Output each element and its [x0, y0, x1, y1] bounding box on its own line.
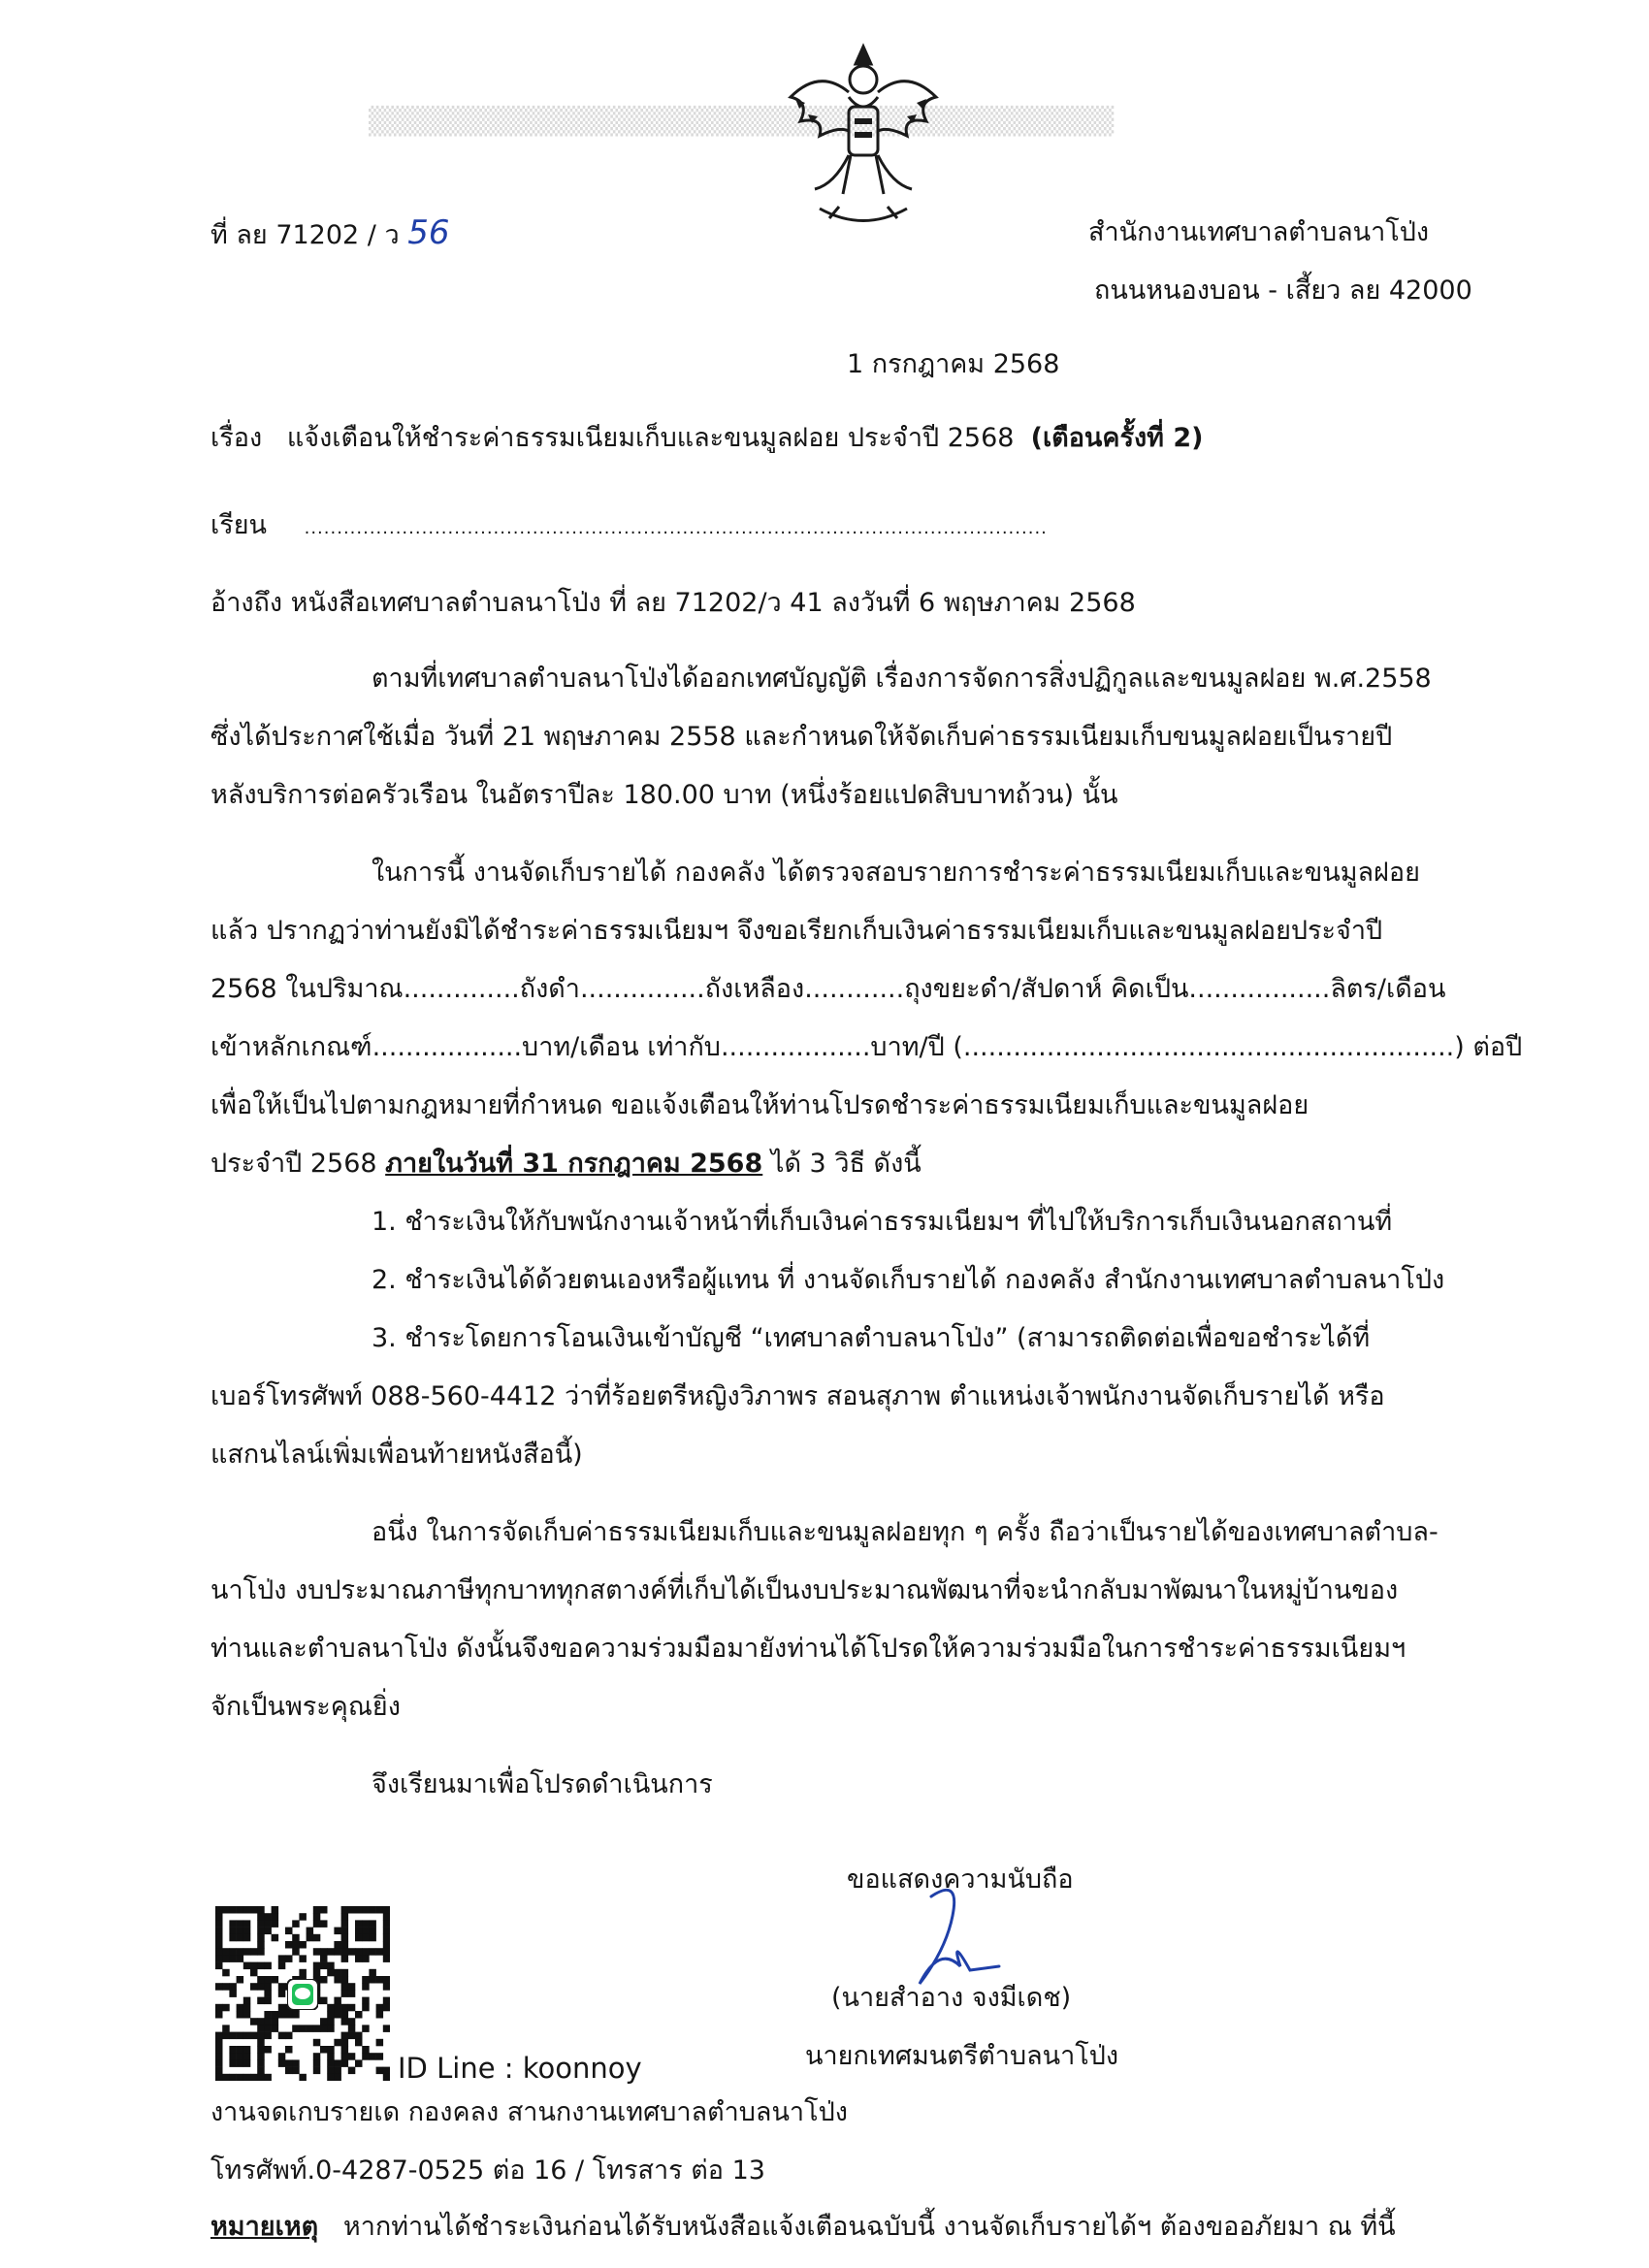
paragraph-2-line-6 — [210, 1145, 922, 1183]
payment-deadline: ภายในวันที่ 31 กรกฎาคม 2568 — [385, 1149, 763, 1179]
payment-method-3-line-2: เบอร์โทรศัพท์ 088-560-4412 ว่าที่ร้อยตรีหญิงวิภาพร สอนสุภาพ ตำแหน่งเจ้าพนักงานจัดเก็บรายได้ หรือ — [210, 1381, 1385, 1411]
paragraph-1-line-1: ตามที่เทศบาลตำบลนาโป่งได้ออกเทศบัญญัติ เรื่องการจัดการสิ่งปฏิกูลและขนมูลฝอย พ.ศ.2558 — [372, 664, 1432, 694]
paragraph-1-line-2: ซึ่งได้ประกาศใช้เมื่อ วันที่ 21 พฤษภาคม 2558 และกำหนดให้จัดเก็บค่าธรรมเนียมเก็บขนมูลฝอยเป็นรายปี — [210, 722, 1393, 752]
subject-text: แจ้งเตือนให้ชำระค่าธรรมเนียมเก็บและขนมูลฝอย ประจำปี 2568 — [286, 423, 1015, 453]
paragraph-2-line-3: 2568 ในปริมาณ..............ถังดำ...............ถังเหลือง............ถุงขยะดำ/สัปดาห์ คิดเป็น.................ลิตร/เดือน — [210, 974, 1446, 1004]
garuda-emblem-icon — [781, 39, 946, 233]
payment-method-3-line-1: 3. ชำระโดยการโอนเงินเข้าบัญชี “เทศบาลตำบลนาโป่ง” (สามารถติดต่อเพื่อขอชำระได้ที่ — [372, 1323, 1371, 1353]
line-id: ID Line : koonnoy — [398, 2052, 642, 2085]
subject-label: เรื่อง — [210, 423, 263, 453]
paragraph-2-line-1: ในการนี้ งานจัดเก็บรายได้ กองคลัง ได้ตรวจสอบรายการชำระค่าธรรมเนียมเก็บและขนมูลฝอย — [372, 858, 1420, 888]
paragraph-2-line-2: แล้ว ปรากฏว่าท่านยังมิได้ชำระค่าธรรมเนียมฯ จึงขอเรียกเก็บเงินค่าธรรมเนียมเก็บและขนมูลฝอยประจำปี — [210, 916, 1383, 946]
methods-intro: ได้ 3 วิธี ดังนี้ — [770, 1149, 922, 1179]
closing-request: จึงเรียนมาเพื่อโปรดดำเนินการ — [372, 1769, 713, 1799]
paragraph-3-line-2: นาโป่ง งบประมาณภาษีทุกบาททุกสตางค์ที่เก็บได้เป็นงบประมาณพัฒนาที่จะนำกลับมาพัฒนาในหมู่บ้านของ — [210, 1575, 1399, 1605]
subject-line — [210, 419, 1203, 458]
reference-number — [210, 213, 450, 255]
recipient-blank: .................................................................................................................. — [304, 518, 1048, 538]
payment-method-3-line-3: แสกนไลน์เพิ่มเพื่อนท้ายหนังสือนี้) — [210, 1440, 583, 1470]
paragraph-3-line-4: จักเป็นพระคุณยิ่ง — [210, 1692, 401, 1722]
note-label: หมายเหตุ — [210, 2212, 319, 2242]
payment-method-2: 2. ชำระเงินได้ด้วยตนเองหรือผู้แทน ที่ งานจัดเก็บรายได้ กองคลัง สำนักงานเทศบาลตำบลนาโป่ง — [372, 1265, 1445, 1295]
footer-department: งานจดเกบรายเด กองคลง สานกงานเทศบาลตำบลนาโป่ง — [210, 2097, 848, 2127]
reference-line: อ้างถึง หนังสือเทศบาลตำบลนาโป่ง ที่ ลย 71202/ว 41 ลงวันที่ 6 พฤษภาคม 2568 — [210, 588, 1136, 618]
subject-notice-count: (เตือนครั้งที่ 2) — [1030, 423, 1204, 453]
paragraph-2-line-4: เข้าหลักเกณฑ์..................บาท/เดือน เท่ากับ..................บาท/ปี (...........................................................) ต่อปี — [210, 1032, 1523, 1062]
paragraph-1-line-3: หลังบริการต่อครัวเรือน ในอัตราปีละ 180.00 บาท (หนึ่งร้อยแปดสิบบาทถ้วน) นั้น — [210, 780, 1118, 810]
office-address: ถนนหนองบอน - เสี้ยว ลย 42000 — [1094, 275, 1472, 306]
paragraph-2-line-5: เพื่อให้เป็นไปตามกฎหมายที่กำหนด ขอแจ้งเตือนให้ท่านโปรดชำระค่าธรรมเนียมเก็บและขนมูลฝอย — [210, 1090, 1310, 1120]
recipient-line — [210, 506, 1048, 548]
letter-date: 1 กรกฎาคม 2568 — [847, 349, 1060, 379]
paragraph-3-line-1: อนึ่ง ในการจัดเก็บค่าธรรมเนียมเก็บและขนมูลฝอยทุก ๆ ครั้ง ถือว่าเป็นรายได้ของเทศบาลตำบล- — [372, 1517, 1439, 1547]
closing-regards: ขอแสดงความนับถือ — [847, 1864, 1074, 1895]
fiscal-year-text: ประจำปี 2568 — [210, 1149, 377, 1179]
note-text: หากท่านได้ชำระเงินก่อนได้รับหนังสือแจ้งเตือนฉบับนี้ งานจัดเก็บรายได้ฯ ต้องขออภัยมา ณ ที่นี้ — [342, 2212, 1396, 2242]
office-name: สำนักงานเทศบาลตำบลนาโป่ง — [1088, 217, 1430, 247]
signer-name: (นายสำอาง จงมีเดช) — [831, 1983, 1072, 2013]
footer-phone: โทรศัพท์.0-4287-0525 ต่อ 16 / โทรสาร ต่อ 13 — [210, 2155, 765, 2186]
reference-prefix: ที่ ลย 71202 / ว — [210, 220, 400, 250]
show-through-text: ▒▒▒▒▒▒▒▒▒▒▒▒▒▒▒▒▒▒▒▒▒▒▒▒▒▒▒▒▒▒▒▒▒▒▒▒▒ — [369, 107, 1115, 137]
paragraph-3-line-3: ท่านและตำบลนาโป่ง ดังนั้นจึงขอความร่วมมือมายังท่านได้โปรดให้ความร่วมมือในการชำระค่าธรรมเนียมฯ — [210, 1634, 1406, 1664]
handwritten-number: 56 — [407, 213, 450, 252]
footer-note — [210, 2208, 1396, 2247]
line-logo-icon — [287, 1979, 318, 2010]
payment-method-1: 1. ชำระเงินให้กับพนักงานเจ้าหน้าที่เก็บเงินค่าธรรมเนียมฯ ที่ไปให้บริการเก็บเงินนอกสถานที่ — [372, 1207, 1393, 1237]
signer-title: นายกเทศมนตรีตำบลนาโป่ง — [805, 2041, 1119, 2071]
recipient-label: เรียน — [210, 510, 268, 540]
